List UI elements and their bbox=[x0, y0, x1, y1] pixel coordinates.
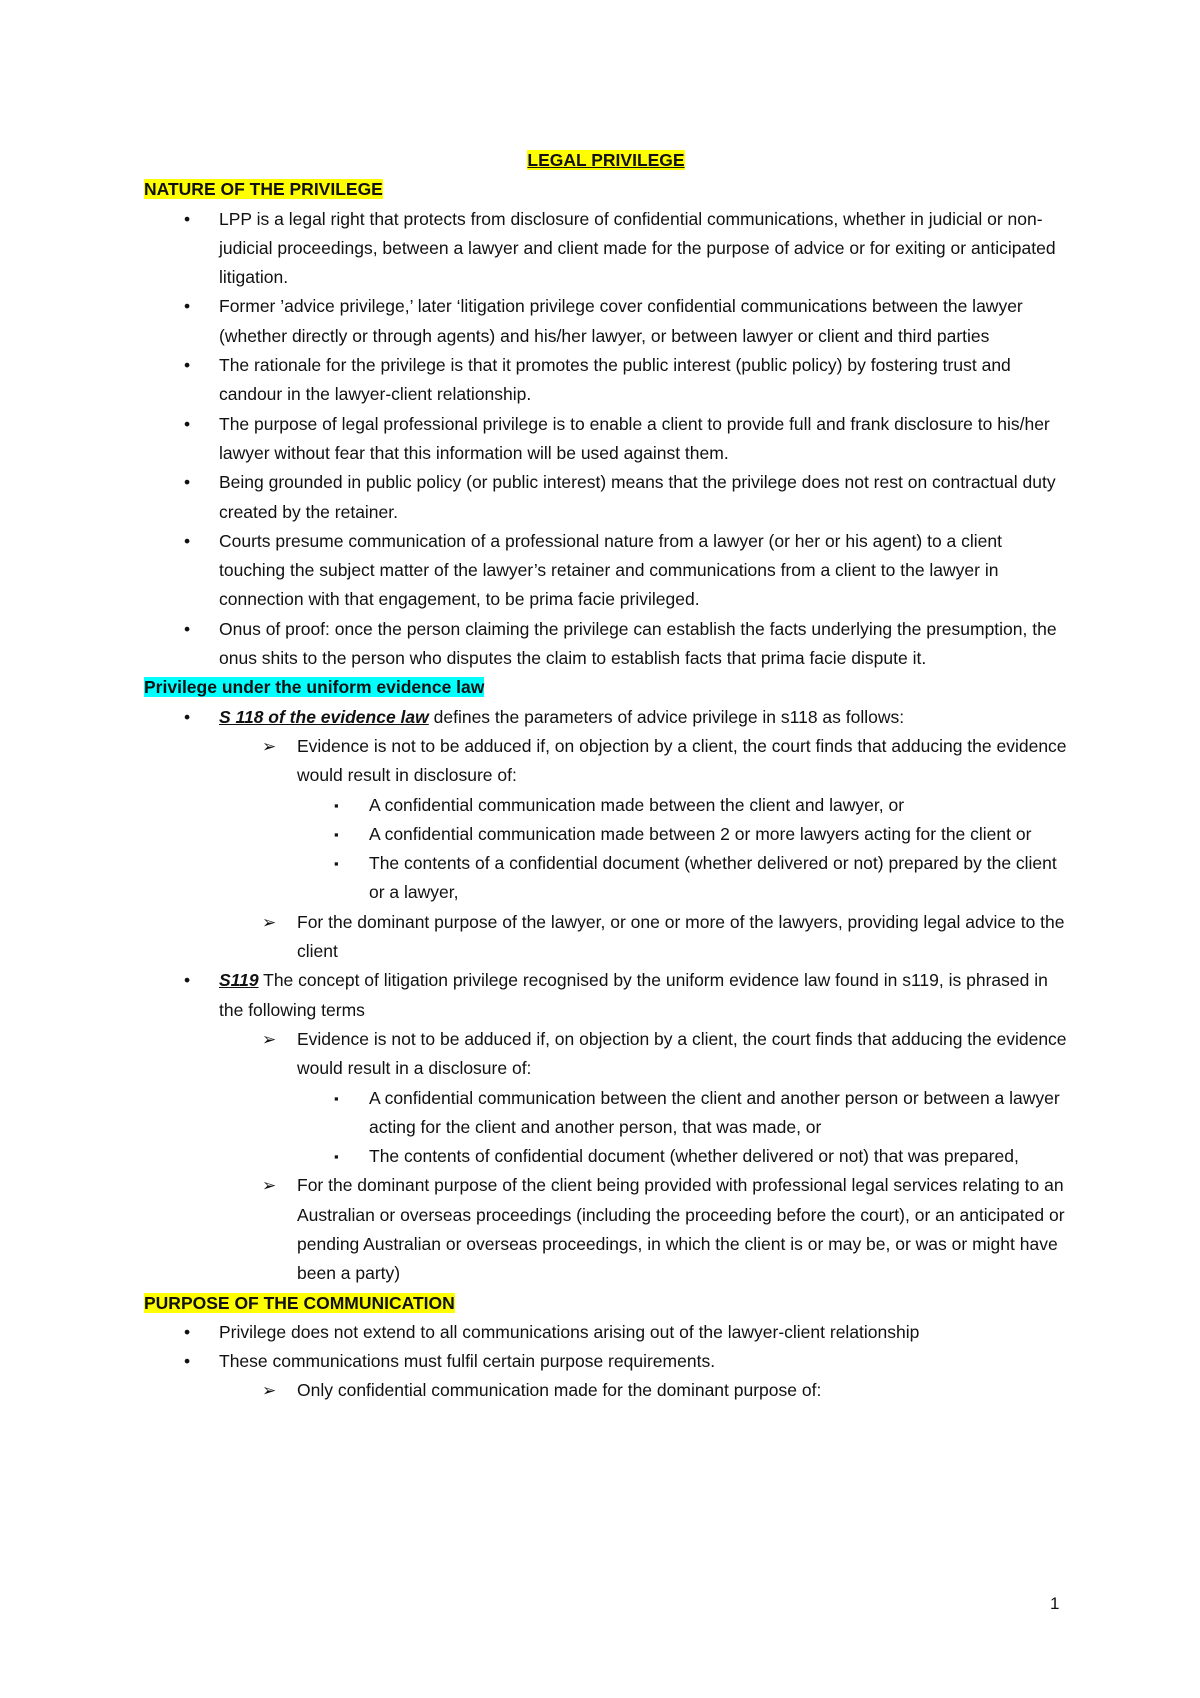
bullet-icon: • bbox=[184, 530, 191, 551]
list-item-text: A confidential communication made between 2 or more lawyers acting for the client or bbox=[369, 823, 1032, 844]
bullet-icon: • bbox=[184, 472, 191, 493]
sub-list-item bbox=[144, 732, 1068, 791]
list-item-text: Only confidential communication made for the dominant purpose of: bbox=[297, 1380, 822, 1401]
list-item bbox=[144, 615, 1068, 674]
list-item-text: Being grounded in public policy (or public interest) means that the privilege does not rest on contractual duty created by the retainer. bbox=[219, 472, 1056, 522]
bullet-icon: • bbox=[184, 706, 191, 727]
list-item-text: The concept of litigation privilege recognised by the uniform evidence law found in s119, is phrased in the following terms bbox=[219, 970, 1048, 1020]
s119-reference: S119 bbox=[219, 970, 259, 991]
list-item-text: LPP is a legal right that protects from disclosure of confidential communications, whether in judicial or non-judicial proceedings, between a lawyer and client made for the purpose of advice or for exiting or anticipated litigation. bbox=[219, 208, 1056, 288]
bullet-icon: • bbox=[184, 296, 191, 317]
list-item-text: These communications must fulfil certain purpose requirements. bbox=[219, 1351, 716, 1372]
list-item-text: Evidence is not to be adduced if, on objection by a client, the court finds that adducing the evidence would result in a disclosure of: bbox=[297, 1028, 1067, 1079]
bullet-icon: • bbox=[184, 1321, 191, 1342]
list-item-text: The contents of confidential document (whether delivered or not) that was prepared, bbox=[369, 1146, 1019, 1167]
s118-reference: S 118 of the evidence law bbox=[219, 706, 429, 727]
nature-list bbox=[144, 205, 1068, 674]
list-item-text: A confidential communication made between the client and lawyer, or bbox=[369, 794, 905, 815]
square-bullet-icon: ▪ bbox=[334, 856, 339, 872]
list-item bbox=[144, 292, 1068, 351]
list-item-s119 bbox=[144, 966, 1068, 1025]
sub-sub-list-item bbox=[144, 1142, 1068, 1171]
sub-sub-list-item bbox=[144, 1084, 1068, 1143]
square-bullet-icon: ▪ bbox=[334, 797, 339, 813]
list-item bbox=[144, 205, 1068, 293]
list-item-text: For the dominant purpose of the lawyer, or one or more of the lawyers, providing legal advice to the client bbox=[297, 911, 1065, 962]
arrow-icon: ➢ bbox=[262, 1029, 277, 1049]
document-body bbox=[144, 146, 1068, 1406]
list-item bbox=[144, 351, 1068, 410]
bullet-icon: • bbox=[184, 208, 191, 229]
uniform-evidence-list bbox=[144, 703, 1068, 1289]
purpose-list bbox=[144, 1318, 1068, 1406]
bullet-icon: • bbox=[184, 413, 191, 434]
square-bullet-icon: ▪ bbox=[334, 826, 339, 842]
bullet-icon: • bbox=[184, 355, 191, 376]
list-item-text: defines the parameters of advice privilege in s118 as follows: bbox=[428, 706, 905, 727]
section-heading-uniform-evidence bbox=[144, 673, 1068, 702]
bullet-icon: • bbox=[184, 970, 191, 991]
title-row bbox=[144, 146, 1068, 175]
list-item-text: The contents of a confidential document (whether delivered or not) prepared by the client or a lawyer, bbox=[369, 853, 1057, 903]
list-item-text: For the dominant purpose of the client being provided with professional legal services relating to an Australian or overseas proceedings (including the proceeding before the court), or an anticipated or pending Australian or overseas proceedings, in which the client is or may be, or was or might have been a party) bbox=[297, 1175, 1065, 1284]
arrow-icon: ➢ bbox=[262, 736, 277, 756]
section-heading-nature bbox=[144, 175, 1068, 204]
page-title: LEGAL PRIVILEGE bbox=[527, 150, 685, 170]
sub-list-item bbox=[144, 908, 1068, 967]
arrow-icon: ➢ bbox=[262, 912, 277, 932]
sub-list-item bbox=[144, 1171, 1068, 1288]
square-bullet-icon: ▪ bbox=[334, 1149, 339, 1165]
square-bullet-icon: ▪ bbox=[334, 1090, 339, 1106]
list-item-text: Onus of proof: once the person claiming the privilege can establish the facts underlying the presumption, the onus shits to the person who disputes the claim to establish facts that prima facie dispute it. bbox=[219, 618, 1057, 669]
list-item bbox=[144, 1318, 1068, 1347]
list-item-text: The purpose of legal professional privilege is to enable a client to provide full and frank disclosure to his/her lawyer without fear that this information will be used against them. bbox=[219, 413, 1050, 463]
list-item-text: Privilege does not extend to all communications arising out of the lawyer-client relationship bbox=[219, 1321, 920, 1342]
sub-list-item bbox=[144, 1376, 1068, 1405]
section-heading-purpose bbox=[144, 1289, 1068, 1318]
list-item-text: Evidence is not to be adduced if, on objection by a client, the court finds that adducing the evidence would result in disclosure of: bbox=[297, 735, 1067, 786]
list-item-text: A confidential communication between the client and another person or between a lawyer acting for the client and another person, that was made, or bbox=[369, 1087, 1060, 1137]
sub-sub-list-item bbox=[144, 791, 1068, 820]
arrow-icon: ➢ bbox=[262, 1381, 277, 1401]
list-item bbox=[144, 468, 1068, 527]
list-item-s118 bbox=[144, 703, 1068, 732]
list-item bbox=[144, 527, 1068, 615]
section-heading-purpose-text: PURPOSE OF THE COMMUNICATION bbox=[144, 1292, 455, 1313]
list-item-text: The rationale for the privilege is that it promotes the public interest (public policy) by fostering trust and candour in the lawyer-client relationship. bbox=[219, 355, 1011, 405]
sub-sub-list-item bbox=[144, 820, 1068, 849]
bullet-icon: • bbox=[184, 618, 191, 639]
page-number: 1 bbox=[1050, 1594, 1060, 1613]
sub-sub-list-item bbox=[144, 849, 1068, 908]
list-item-text: Courts presume communication of a professional nature from a lawyer (or her or his agent) to a client touching the subject matter of the lawyer’s retainer and communications from a client to the lawyer in connection with that engagement, to be prima facie privileged. bbox=[219, 530, 1002, 610]
bullet-icon: • bbox=[184, 1351, 191, 1372]
section-heading-nature-text: NATURE OF THE PRIVILEGE bbox=[144, 179, 383, 200]
list-item-text: Former ’advice privilege,’ later ‘litigation privilege cover confidential communications between the lawyer (whether directly or through agents) and his/her lawyer, or between lawyer or client and third parties bbox=[219, 296, 1023, 346]
list-item bbox=[144, 410, 1068, 469]
arrow-icon: ➢ bbox=[262, 1176, 277, 1196]
section-heading-uniform-evidence-text: Privilege under the uniform evidence law bbox=[144, 677, 485, 698]
list-item bbox=[144, 1347, 1068, 1376]
sub-list-item bbox=[144, 1025, 1068, 1084]
